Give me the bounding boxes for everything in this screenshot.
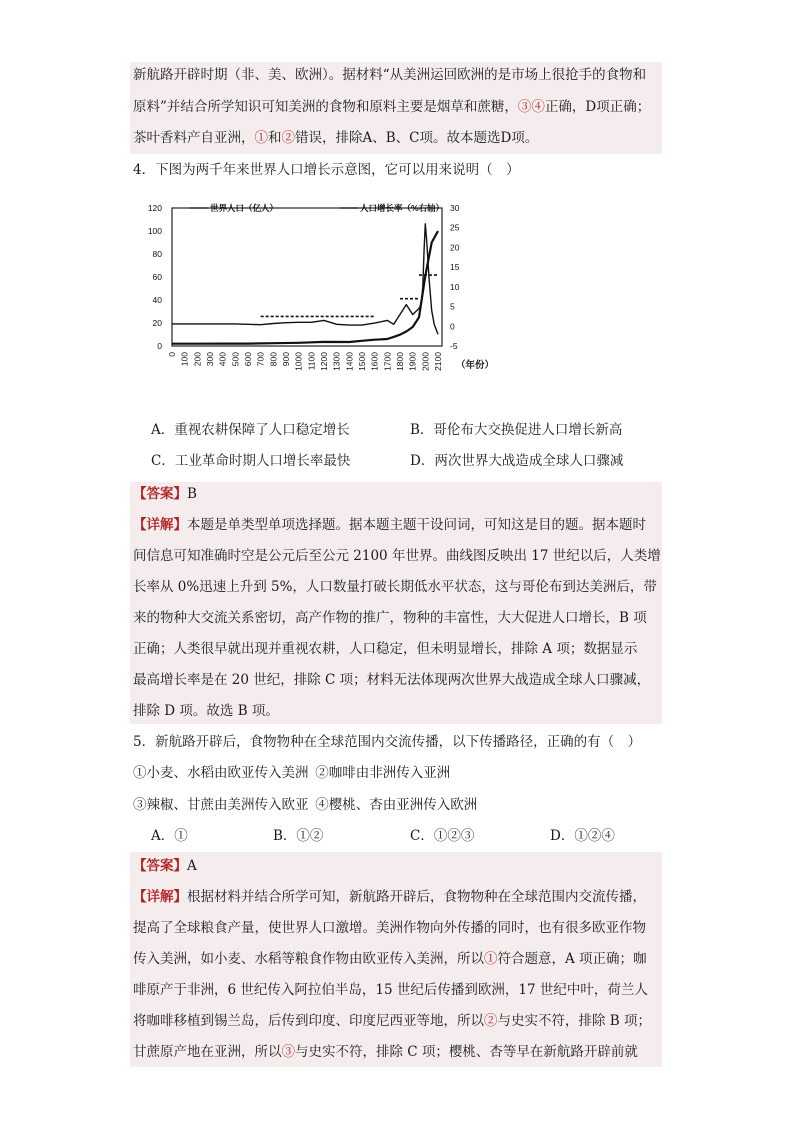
detail-line: 正确；人类很早就出现并重视农耕，人口稳定，但未明显增长，排除 A 项；数据显示 xyxy=(133,641,638,657)
population-chart xyxy=(140,196,500,396)
question-stem: 5．新航路开辟后，食物物种在全球范围内交流传播，以下传播路径，正确的有（ ） xyxy=(133,734,642,750)
text-line: 新航路开辟时期（非、美、欧洲）。据材料“从美洲运回欧洲的是市场上很抢手的食物和 xyxy=(133,67,647,83)
x-tick-label: 500 xyxy=(230,352,241,367)
x-tick-label: 400 xyxy=(217,352,228,367)
x-tick-label: 100 xyxy=(179,352,190,367)
detail-line: 长率从 0%迅速上升到 5%，人口数量打破长期低水平状态，这与哥伦布到达美洲后，带 xyxy=(133,579,657,595)
option-a: A．① xyxy=(151,828,188,844)
y-left-tick-label: 0 xyxy=(157,341,162,351)
question-stem: 4．下图为两千年来世界人口增长示意图，它可以用来说明（ ） xyxy=(133,162,520,178)
detail-line: 排除 D 项。故选 B 项。 xyxy=(133,703,279,719)
detail-line: 【详解】根据材料并结合所学可知，新航路开辟后，食物物种在全球范围内交流传播， xyxy=(133,889,646,905)
x-tick-label: 600 xyxy=(243,352,253,367)
x-tick-label: 1800 xyxy=(395,352,405,371)
x-tick-label: 1200 xyxy=(319,352,329,371)
y-left-tick-label: 40 xyxy=(152,295,162,305)
detail-line: 间信息可知准确时空是公元后至公元 2100 年世界。曲线图反映出 17 世纪以后，人类增 xyxy=(133,548,661,564)
y-left-tick-label: 120 xyxy=(147,203,162,213)
y-right-tick-label: 25 xyxy=(450,222,460,233)
y-left-tick-label: 80 xyxy=(152,249,162,259)
detail-line: 最高增长率是在 20 世纪，排除 C 项；材料无法体现两次世界大战造成全球人口骤减， xyxy=(133,672,651,688)
x-tick-label: 1500 xyxy=(357,352,367,371)
y-left-tick-label: 20 xyxy=(152,318,162,328)
y-left-tick-label: 60 xyxy=(152,272,162,282)
x-tick-label: 1000 xyxy=(293,352,304,371)
y-right-tick-label: 20 xyxy=(450,242,460,253)
answer-line: 【答案】B xyxy=(133,486,197,502)
y-right-tick-label: 0 xyxy=(450,321,455,332)
population-series-line xyxy=(172,231,438,344)
x-tick-label: 200 xyxy=(192,352,203,367)
x-tick-label: 700 xyxy=(255,352,266,367)
statement-line: ③辣椒、甘蔗由美洲传入欧亚 ④樱桃、杏由亚洲传入欧洲 xyxy=(133,797,478,813)
option-d: D．①②④ xyxy=(550,828,615,844)
x-tick-label: 0 xyxy=(167,352,177,357)
y-right-tick-label: 30 xyxy=(450,203,460,213)
detail-line: 提高了全球粮食产量，使世界人口激增。美洲作物向外传播的同时，也有很多欧亚作物 xyxy=(133,920,646,936)
option-d: D．两次世界大战造成全球人口骤减 xyxy=(410,453,624,469)
y-right-tick-label: -5 xyxy=(450,341,458,351)
option-c: C．①②③ xyxy=(410,828,475,844)
detail-line: 甘蔗原产地在亚洲，所以③与史实不符，排除 C 项；樱桃、杏等早在新航路开辟前就 xyxy=(133,1044,638,1060)
statement-line: ①小麦、水稻由欧亚传入美洲 ②咖啡由非洲传入亚洲 xyxy=(133,765,451,781)
option-b: B．①② xyxy=(273,828,324,844)
detail-line: 将咖啡移植到锡兰岛，后传到印度、印度尼西亚等地，所以②与史实不符，排除 B 项； xyxy=(133,1013,652,1029)
answer-line: 【答案】A xyxy=(133,858,197,874)
legend-label: 世界人口（亿人） xyxy=(210,203,279,213)
x-tick-label: 1600 xyxy=(369,352,380,371)
y-right-tick-label: 10 xyxy=(450,281,460,292)
detail-line: 啡原产于非洲，6 世纪传入阿拉伯半岛，15 世纪后传播到欧洲，17 世纪中叶，荷兰人 xyxy=(133,982,648,998)
detail-line: 传入美洲，如小麦、水稻等粮食作物由欧亚传入美洲，所以①符合题意，A 项正确；咖 xyxy=(133,951,647,967)
x-tick-label: 900 xyxy=(281,352,291,367)
growth-rate-series-line xyxy=(172,224,438,334)
x-tick-label: 1400 xyxy=(344,352,355,371)
x-tick-label: 1100 xyxy=(306,352,317,371)
legend-label: 人口增长率（%右轴） xyxy=(360,203,445,213)
x-tick-label: 1700 xyxy=(382,352,393,371)
y-left-tick-label: 100 xyxy=(147,226,162,236)
option-a: A．重视农耕保障了人口稳定增长 xyxy=(151,422,350,438)
y-right-tick-label: 15 xyxy=(450,262,460,273)
x-tick-label: 1900 xyxy=(407,352,418,371)
x-tick-label: 300 xyxy=(205,352,215,367)
x-tick-label: 1300 xyxy=(331,352,342,371)
x-tick-label: 800 xyxy=(268,352,279,367)
x-tick-label: 2000 xyxy=(420,352,431,371)
x-tick-label: 2100 xyxy=(433,352,443,371)
detail-line: 【详解】本题是单类型单项选择题。据本题主题干设问词，可知这是目的题。据本题时 xyxy=(133,517,646,533)
plot-frame xyxy=(172,208,442,346)
detail-line: 来的物种大交流关系密切，高产作物的推广，物种的丰富性，大大促进人口增长，B 项 xyxy=(133,610,647,626)
option-b: B．哥伦布大交换促进人口增长新高 xyxy=(410,422,623,438)
text-line: 茶叶香料产自亚洲，①和②错误，排除A、B、C项。故本题选D项。 xyxy=(133,130,539,146)
x-axis-label: （年份） xyxy=(456,360,495,371)
option-c: C．工业革命时期人口增长率最快 xyxy=(151,453,351,469)
y-right-tick-label: 5 xyxy=(450,301,455,312)
text-line: 原料”并结合所学知识可知美洲的食物和原料主要是烟草和蔗糖，③④正确，D项正确； xyxy=(133,99,651,115)
